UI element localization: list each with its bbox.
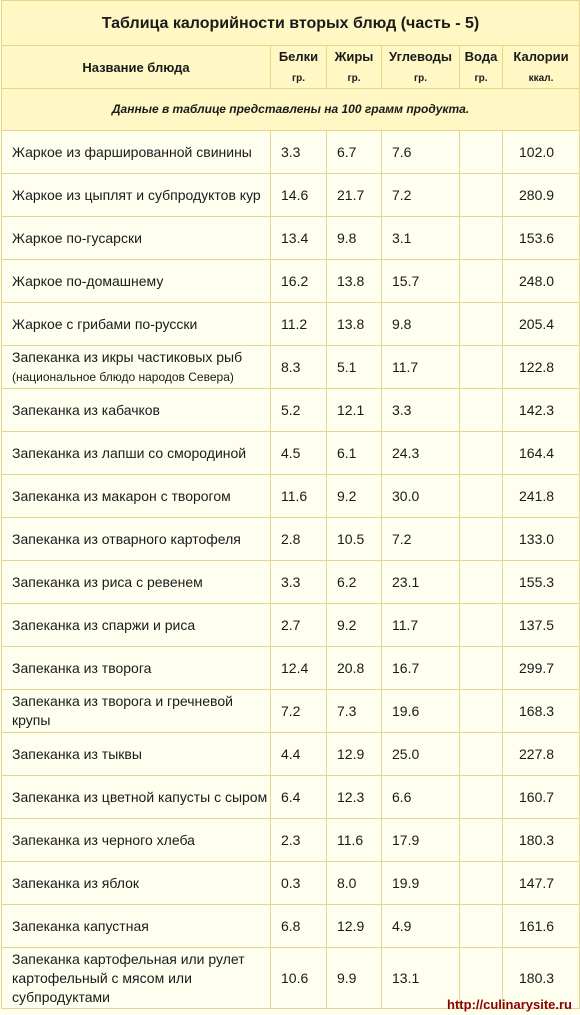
carbs-value: 17.9: [382, 819, 460, 862]
table-row: [2, 346, 580, 389]
table-row: [2, 604, 580, 647]
table-row: [2, 518, 580, 561]
kcal-value: 241.8: [503, 475, 580, 518]
water-value: [460, 690, 503, 733]
dish-name: [2, 432, 271, 475]
table-title-row: [2, 1, 580, 46]
kcal-value: 299.7: [503, 647, 580, 690]
column-header-name: Название блюда: [2, 46, 271, 89]
protein-value: 11.2: [271, 303, 327, 346]
protein-value: 5.2: [271, 389, 327, 432]
protein-value: 0.3: [271, 862, 327, 905]
dish-name: [2, 561, 271, 604]
kcal-value: 142.3: [503, 389, 580, 432]
dish-name: [2, 819, 271, 862]
table-row: [2, 862, 580, 905]
dish-name: [2, 862, 271, 905]
dish-name-text: Запеканка из черного хлеба: [12, 831, 195, 848]
kcal-value: 161.6: [503, 905, 580, 948]
table-row: [2, 303, 580, 346]
dish-name-note: (национальное блюдо народов Севера): [12, 369, 234, 384]
carbs-value: 24.3: [382, 432, 460, 475]
fat-value: 12.1: [327, 389, 382, 432]
carbs-value: 3.3: [382, 389, 460, 432]
dish-name: [2, 948, 271, 1009]
water-value: [460, 389, 503, 432]
table-row: [2, 475, 580, 518]
dish-name-text: Запеканка из творога и гречневой крупы: [12, 693, 233, 728]
dish-name: [2, 389, 271, 432]
kcal-value: 180.3: [503, 948, 580, 1009]
carbs-value: 23.1: [382, 561, 460, 604]
table-row: [2, 174, 580, 217]
table-row: [2, 260, 580, 303]
kcal-value: 160.7: [503, 776, 580, 819]
fat-value: 11.6: [327, 819, 382, 862]
table-row: [2, 647, 580, 690]
column-header-fat: Жиры гр.: [327, 46, 382, 89]
fat-value: 12.9: [327, 733, 382, 776]
table-row: [2, 733, 580, 776]
dish-name-text: Жаркое по-домашнему: [12, 272, 164, 289]
table-row: [2, 389, 580, 432]
column-header-kcal: Калории ккал.: [503, 46, 580, 89]
dish-name-text: Запеканка капустная: [12, 917, 149, 934]
fat-value: 10.5: [327, 518, 382, 561]
dish-name-text: Запеканка из цветной капусты с сыром: [12, 788, 268, 805]
fat-value: 9.2: [327, 475, 382, 518]
table-row: [2, 561, 580, 604]
dish-name-text: Жаркое с грибами по-русски: [12, 315, 198, 332]
carbs-value: 7.2: [382, 174, 460, 217]
dish-name-text: Запеканка из тыквы: [12, 745, 142, 762]
column-header-carbs: Углеводы гр.: [382, 46, 460, 89]
water-value: [460, 174, 503, 217]
header-row: [2, 46, 580, 89]
kcal-value: 122.8: [503, 346, 580, 389]
kcal-value: 205.4: [503, 303, 580, 346]
dish-name-text: Запеканка из лапши со смородиной: [12, 444, 247, 461]
protein-value: 7.2: [271, 690, 327, 733]
carbs-value: 9.8: [382, 303, 460, 346]
carbs-value: 15.7: [382, 260, 460, 303]
protein-value: 2.3: [271, 819, 327, 862]
calorie-table: [1, 0, 580, 1009]
water-value: [460, 346, 503, 389]
dish-name-text: Жаркое из фаршированной свинины: [12, 143, 252, 160]
kcal-value: 155.3: [503, 561, 580, 604]
fat-value: 5.1: [327, 346, 382, 389]
water-value: [460, 647, 503, 690]
fat-value: 13.8: [327, 303, 382, 346]
kcal-value: 168.3: [503, 690, 580, 733]
kcal-value: 248.0: [503, 260, 580, 303]
protein-value: 4.5: [271, 432, 327, 475]
dish-name-text: Запеканка картофельная или рулет картофельный с мясом или субпродуктами: [12, 950, 245, 1005]
dish-name: [2, 776, 271, 819]
dish-name-text: Запеканка из яблок: [12, 874, 140, 891]
dish-name-text: Жаркое по-гусарски: [12, 229, 142, 246]
kcal-value: 102.0: [503, 131, 580, 174]
carbs-value: 7.6: [382, 131, 460, 174]
carbs-value: 16.7: [382, 647, 460, 690]
protein-value: 3.3: [271, 131, 327, 174]
dish-name-text: Запеканка из макарон с творогом: [12, 487, 231, 504]
protein-value: 16.2: [271, 260, 327, 303]
table-row: [2, 776, 580, 819]
fat-value: 13.8: [327, 260, 382, 303]
dish-name: [2, 217, 271, 260]
carbs-value: 19.9: [382, 862, 460, 905]
dish-name-text: Запеканка из творога: [12, 659, 152, 676]
dish-name-text: Запеканка из отварного картофеля: [12, 530, 241, 547]
kcal-value: 227.8: [503, 733, 580, 776]
fat-value: 6.1: [327, 432, 382, 475]
kcal-value: 137.5: [503, 604, 580, 647]
fat-value: 12.3: [327, 776, 382, 819]
water-value: [460, 131, 503, 174]
dish-name: [2, 905, 271, 948]
carbs-value: 19.6: [382, 690, 460, 733]
protein-value: 14.6: [271, 174, 327, 217]
fat-value: 8.0: [327, 862, 382, 905]
water-value: [460, 819, 503, 862]
dish-name-text: Запеканка из риса с ревенем: [12, 573, 203, 590]
water-value: [460, 862, 503, 905]
protein-value: 2.7: [271, 604, 327, 647]
dish-name-text: Запеканка из кабачков: [12, 401, 160, 418]
kcal-value: 180.3: [503, 819, 580, 862]
protein-value: 2.8: [271, 518, 327, 561]
dish-name: [2, 303, 271, 346]
dish-name: [2, 690, 271, 733]
water-value: [460, 604, 503, 647]
fat-value: 12.9: [327, 905, 382, 948]
dish-name: [2, 518, 271, 561]
fat-value: 6.7: [327, 131, 382, 174]
table-row: [2, 217, 580, 260]
dish-name: [2, 131, 271, 174]
dish-name: [2, 604, 271, 647]
water-value: [460, 303, 503, 346]
dish-name: [2, 174, 271, 217]
site-watermark[interactable]: http://culinarysite.ru: [447, 997, 572, 1012]
water-value: [460, 561, 503, 604]
carbs-value: 13.1: [382, 948, 460, 1009]
water-value: [460, 776, 503, 819]
fat-value: 9.2: [327, 604, 382, 647]
table-row: [2, 432, 580, 475]
fat-value: 7.3: [327, 690, 382, 733]
note-row: [2, 89, 580, 131]
dish-name: [2, 647, 271, 690]
dish-name-text: Запеканка из спаржи и риса: [12, 616, 196, 633]
protein-value: 4.4: [271, 733, 327, 776]
carbs-value: 11.7: [382, 604, 460, 647]
table-row: [2, 819, 580, 862]
table-row: [2, 131, 580, 174]
protein-value: 6.4: [271, 776, 327, 819]
dish-name: [2, 260, 271, 303]
table-title: Таблица калорийности вторых блюд (часть - 5): [2, 1, 580, 46]
carbs-value: 6.6: [382, 776, 460, 819]
water-value: [460, 432, 503, 475]
kcal-value: 133.0: [503, 518, 580, 561]
protein-value: 3.3: [271, 561, 327, 604]
carbs-value: 4.9: [382, 905, 460, 948]
water-value: [460, 475, 503, 518]
column-header-water: Вода гр.: [460, 46, 503, 89]
kcal-value: 164.4: [503, 432, 580, 475]
dish-name: [2, 346, 271, 389]
protein-value: 6.8: [271, 905, 327, 948]
fat-value: 9.9: [327, 948, 382, 1009]
dish-name-text: Запеканка из икры частиковых рыб: [12, 348, 243, 365]
dish-name: [2, 475, 271, 518]
kcal-value: 147.7: [503, 862, 580, 905]
protein-value: 12.4: [271, 647, 327, 690]
kcal-value: 153.6: [503, 217, 580, 260]
table-row: [2, 905, 580, 948]
dish-name-text: Жаркое из цыплят и субпродуктов кур: [12, 186, 261, 203]
column-header-protein: Белки гр.: [271, 46, 327, 89]
water-value: [460, 260, 503, 303]
carbs-value: 25.0: [382, 733, 460, 776]
water-value: [460, 733, 503, 776]
carbs-value: 3.1: [382, 217, 460, 260]
carbs-value: 11.7: [382, 346, 460, 389]
protein-value: 13.4: [271, 217, 327, 260]
table-row: [2, 690, 580, 733]
dish-name: [2, 733, 271, 776]
water-value: [460, 518, 503, 561]
fat-value: 9.8: [327, 217, 382, 260]
protein-value: 11.6: [271, 475, 327, 518]
protein-value: 8.3: [271, 346, 327, 389]
water-value: [460, 217, 503, 260]
protein-value: 10.6: [271, 948, 327, 1009]
table-note: Данные в таблице представлены на 100 грамм продукта.: [2, 89, 580, 131]
kcal-value: 280.9: [503, 174, 580, 217]
fat-value: 6.2: [327, 561, 382, 604]
water-value: [460, 905, 503, 948]
fat-value: 21.7: [327, 174, 382, 217]
carbs-value: 7.2: [382, 518, 460, 561]
carbs-value: 30.0: [382, 475, 460, 518]
fat-value: 20.8: [327, 647, 382, 690]
